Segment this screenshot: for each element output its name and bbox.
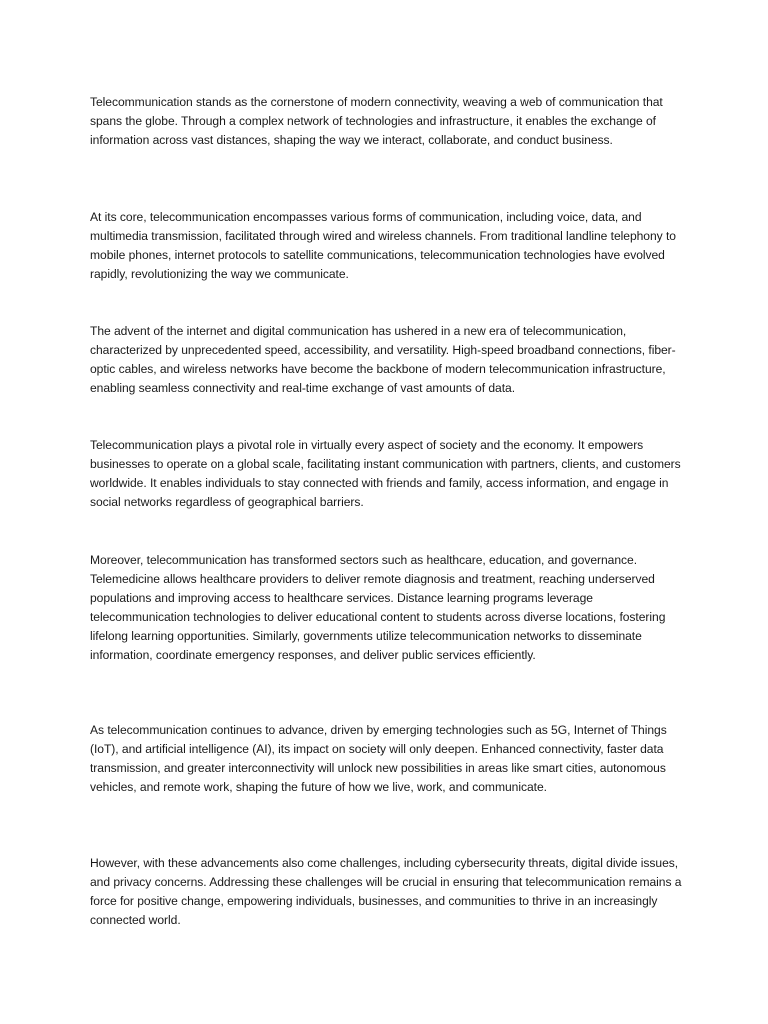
paragraph-5: Moreover, telecommunication has transformed sectors such as healthcare, education, and governance. Telemedicine allows healthcare providers to deliver remote diagnosis and treatment, reaching underserved populations and improving access to healthcare services. Distance learning programs leverage telecommunication technologies to deliver educational content to students across diverse locations, fostering lifelong learning opportunities. Similarly, governments utilize telecommunication networks to disseminate information, coordinate emergency responses, and deliver public services efficiently. bbox=[90, 553, 666, 662]
paragraph-3: The advent of the internet and digital communication has ushered in a new era of telecommunication, characterized by unprecedented speed, accessibility, and versatility. High-speed broadband connections, fiber-optic cables, and wireless networks have become the backbone of modern telecommunication infrastructure, enabling seamless connectivity and real-time exchange of vast amounts of data. bbox=[90, 324, 676, 395]
paragraph-2: At its core, telecommunication encompasses various forms of communication, including voice, data, and multimedia transmission, facilitated through wired and wireless channels. From traditional landline telephony to mobile phones, internet protocols to satellite communications, telecommunication technologies have evolved rapidly, revolutionizing the way we communicate. bbox=[90, 210, 676, 281]
paragraph-1: Telecommunication stands as the cornerstone of modern connectivity, weaving a web of communication that spans the globe. Through a complex network of technologies and infrastructure, it enables the exchange of information across vast distances, shaping the way we interact, collaborate, and conduct business. bbox=[90, 95, 663, 147]
paragraph-4: Telecommunication plays a pivotal role in virtually every aspect of society and the economy. It empowers businesses to operate on a global scale, facilitating instant communication with partners, clients, and customers worldwide. It enables individuals to stay connected with friends and family, access information, and engage in social networks regardless of geographical barriers. bbox=[90, 438, 681, 509]
paragraph-7: However, with these advancements also come challenges, including cybersecurity threats, digital divide issues, and privacy concerns. Addressing these challenges will be crucial in ensuring that telecommunication remains a force for positive change, empowering individuals, businesses, and communities to thrive in an increasingly connected world. bbox=[90, 856, 682, 927]
paragraph-6: As telecommunication continues to advance, driven by emerging technologies such as 5G, Internet of Things (IoT), and artificial intelligence (AI), its impact on society will only deepen. Enhanced connectivity, faster data transmission, and greater interconnectivity will unlock new possibilities in areas like smart cities, autonomous vehicles, and remote work, shaping the future of how we live, work, and communicate. bbox=[90, 723, 667, 794]
